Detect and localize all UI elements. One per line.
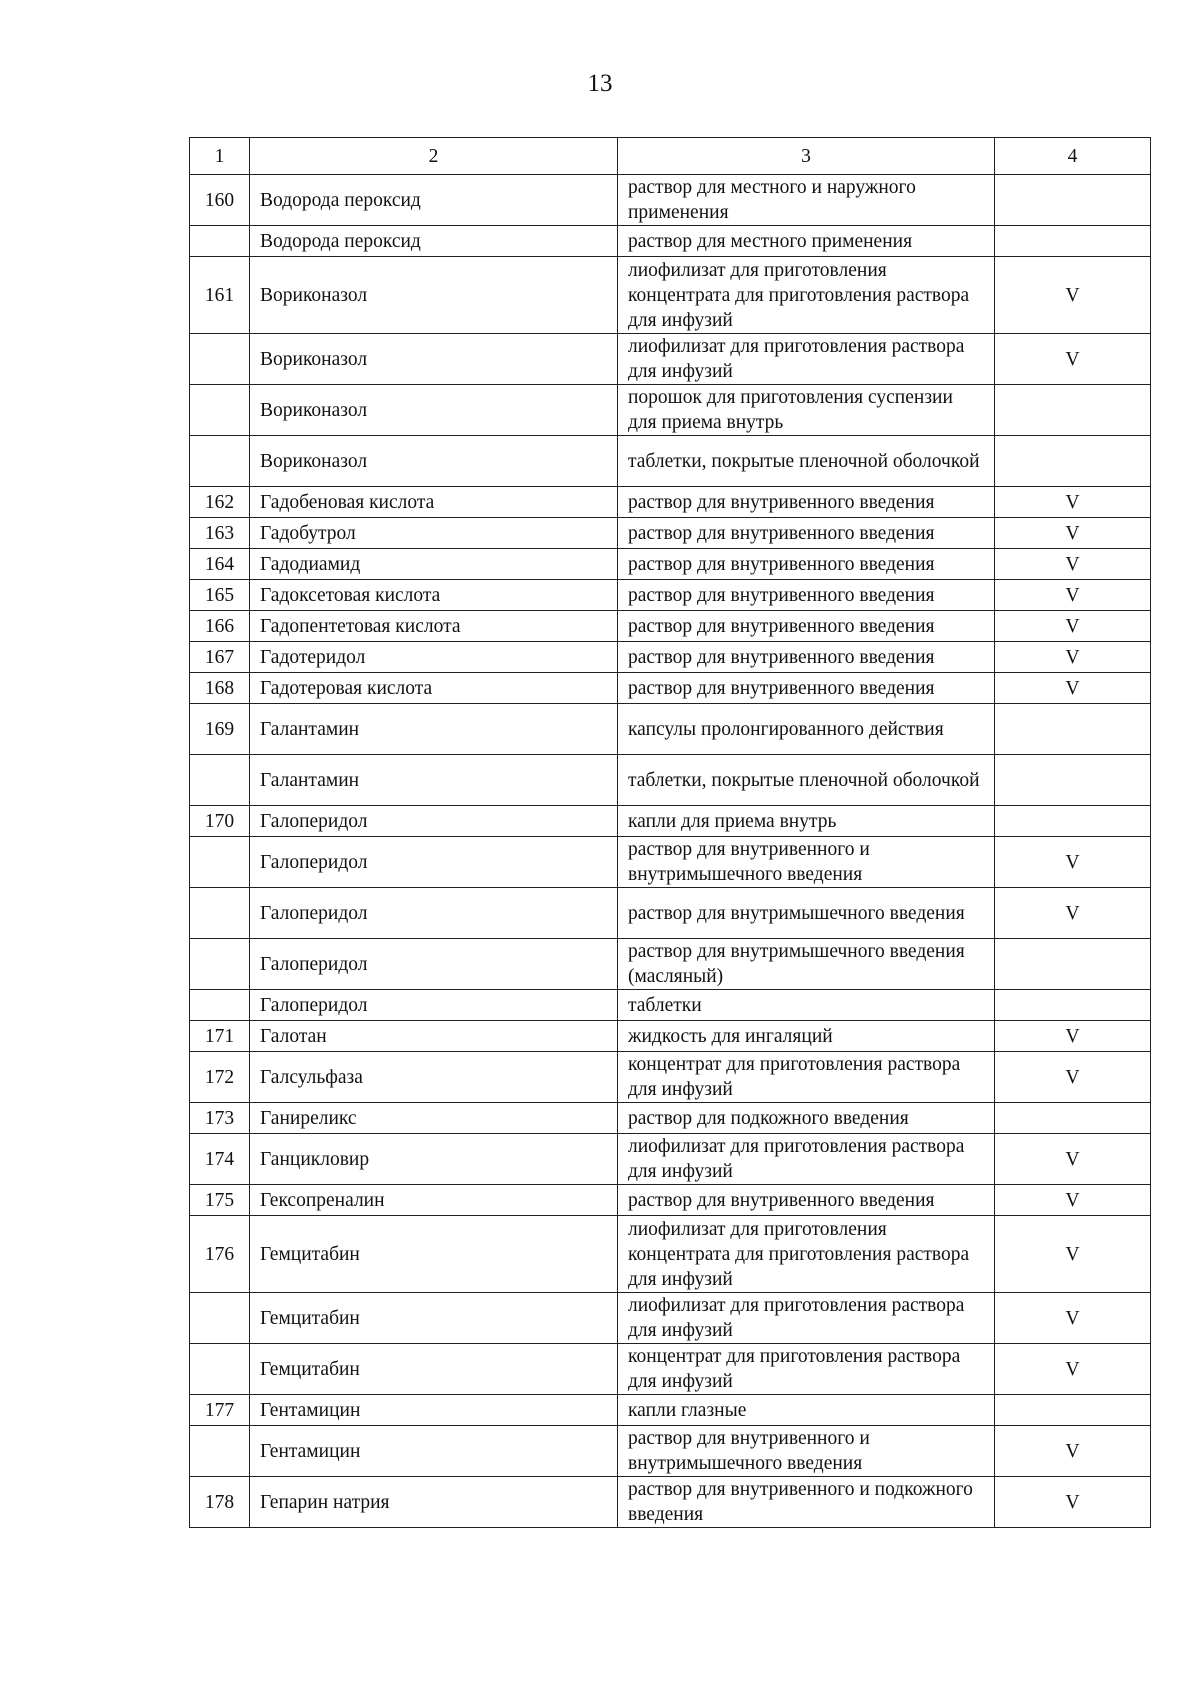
mark-cell [995, 755, 1151, 806]
table-row [190, 1021, 1151, 1052]
table-row [190, 1134, 1151, 1185]
mark-cell [995, 385, 1151, 436]
drug-name-cell: Галоперидол [250, 939, 618, 990]
row-number-cell: 170 [190, 806, 250, 837]
table-row [190, 257, 1151, 334]
dosage-form-cell: концентрат для приготовления раствора для инфузий [618, 1052, 995, 1103]
table-row [190, 518, 1151, 549]
row-number-cell [190, 385, 250, 436]
table-row [190, 704, 1151, 755]
dosage-form-cell: таблетки [618, 990, 995, 1021]
dosage-form-cell: раствор для внутривенного введения [618, 487, 995, 518]
row-number-cell [190, 226, 250, 257]
row-number-cell: 161 [190, 257, 250, 334]
table-row [190, 990, 1151, 1021]
dosage-form-cell: раствор для местного применения [618, 226, 995, 257]
page-number: 13 [587, 70, 613, 97]
mark-cell: V [995, 257, 1151, 334]
mark-cell: V [995, 837, 1151, 888]
mark-cell [995, 1395, 1151, 1426]
mark-cell: V [995, 673, 1151, 704]
row-number-cell [190, 755, 250, 806]
row-number-cell [190, 1293, 250, 1344]
drug-name-cell: Гемцитабин [250, 1344, 618, 1395]
dosage-form-cell: раствор для внутримышечного введения (масляный) [618, 939, 995, 990]
drug-name-cell: Водорода пероксид [250, 175, 618, 226]
table-row [190, 549, 1151, 580]
mark-cell [995, 436, 1151, 487]
mark-cell [995, 990, 1151, 1021]
row-number-cell: 162 [190, 487, 250, 518]
drug-name-cell: Галотан [250, 1021, 618, 1052]
drug-name-cell: Гемцитабин [250, 1293, 618, 1344]
drug-name-cell: Гемцитабин [250, 1216, 618, 1293]
drug-name-cell: Галоперидол [250, 888, 618, 939]
table-row [190, 1216, 1151, 1293]
drug-name-cell: Галоперидол [250, 837, 618, 888]
drug-name-cell: Гентамицин [250, 1395, 618, 1426]
dosage-form-cell: жидкость для ингаляций [618, 1021, 995, 1052]
table-row [190, 611, 1151, 642]
mark-cell: V [995, 1052, 1151, 1103]
table-row [190, 642, 1151, 673]
row-number-cell: 171 [190, 1021, 250, 1052]
header-col-4: 4 [995, 138, 1151, 175]
mark-cell: V [995, 549, 1151, 580]
drug-name-cell: Галоперидол [250, 806, 618, 837]
row-number-cell [190, 436, 250, 487]
table-row [190, 436, 1151, 487]
drug-name-cell: Водорода пероксид [250, 226, 618, 257]
drug-name-cell: Вориконазол [250, 436, 618, 487]
row-number-cell: 173 [190, 1103, 250, 1134]
dosage-form-cell: таблетки, покрытые пленочной оболочкой [618, 755, 995, 806]
mark-cell: V [995, 888, 1151, 939]
dosage-form-cell: раствор для внутривенного и внутримышечного введения [618, 1426, 995, 1477]
header-col-1: 1 [190, 138, 250, 175]
table-body [190, 175, 1151, 1528]
drug-name-cell: Гепарин натрия [250, 1477, 618, 1528]
drug-table [189, 137, 1151, 1528]
dosage-form-cell: лиофилизат для приготовления раствора для инфузий [618, 1293, 995, 1344]
row-number-cell: 167 [190, 642, 250, 673]
table-row [190, 385, 1151, 436]
drug-name-cell: Гадопентетовая кислота [250, 611, 618, 642]
row-number-cell: 177 [190, 1395, 250, 1426]
dosage-form-cell: раствор для внутривенного введения [618, 518, 995, 549]
dosage-form-cell: лиофилизат для приготовления концентрата для приготовления раствора для инфузий [618, 257, 995, 334]
drug-name-cell: Гадотеридол [250, 642, 618, 673]
dosage-form-cell: лиофилизат для приготовления раствора для инфузий [618, 1134, 995, 1185]
row-number-cell [190, 1426, 250, 1477]
drug-name-cell: Гексопреналин [250, 1185, 618, 1216]
dosage-form-cell: раствор для внутривенного введения [618, 642, 995, 673]
table-row [190, 837, 1151, 888]
table-row [190, 334, 1151, 385]
row-number-cell: 160 [190, 175, 250, 226]
mark-cell: V [995, 611, 1151, 642]
table-row [190, 1052, 1151, 1103]
row-number-cell: 166 [190, 611, 250, 642]
row-number-cell: 168 [190, 673, 250, 704]
drug-name-cell: Галсульфаза [250, 1052, 618, 1103]
drug-name-cell: Гадодиамид [250, 549, 618, 580]
table-row [190, 580, 1151, 611]
dosage-form-cell: таблетки, покрытые пленочной оболочкой [618, 436, 995, 487]
table-row [190, 1477, 1151, 1528]
dosage-form-cell: капсулы пролонгированного действия [618, 704, 995, 755]
dosage-form-cell: концентрат для приготовления раствора для инфузий [618, 1344, 995, 1395]
drug-name-cell: Вориконазол [250, 257, 618, 334]
dosage-form-cell: раствор для внутривенного введения [618, 580, 995, 611]
drug-name-cell: Гадобутрол [250, 518, 618, 549]
drug-name-cell: Гадобеновая кислота [250, 487, 618, 518]
table-row [190, 226, 1151, 257]
dosage-form-cell: раствор для внутривенного введения [618, 549, 995, 580]
table-row [190, 1103, 1151, 1134]
drug-name-cell: Галантамин [250, 755, 618, 806]
mark-cell [995, 1103, 1151, 1134]
row-number-cell [190, 1344, 250, 1395]
table-row [190, 888, 1151, 939]
row-number-cell [190, 939, 250, 990]
table-row [190, 806, 1151, 837]
dosage-form-cell: лиофилизат для приготовления раствора для инфузий [618, 334, 995, 385]
header-row [190, 138, 1151, 175]
mark-cell: V [995, 1216, 1151, 1293]
dosage-form-cell: раствор для внутривенного введения [618, 673, 995, 704]
row-number-cell: 174 [190, 1134, 250, 1185]
mark-cell [995, 704, 1151, 755]
dosage-form-cell: раствор для местного и наружного применения [618, 175, 995, 226]
row-number-cell: 172 [190, 1052, 250, 1103]
table-row [190, 1395, 1151, 1426]
dosage-form-cell: раствор для внутривенного и подкожного введения [618, 1477, 995, 1528]
mark-cell: V [995, 1477, 1151, 1528]
table-row [190, 673, 1151, 704]
mark-cell: V [995, 1293, 1151, 1344]
dosage-form-cell: раствор для внутримышечного введения [618, 888, 995, 939]
drug-name-cell: Ганиреликс [250, 1103, 618, 1134]
mark-cell: V [995, 580, 1151, 611]
mark-cell: V [995, 487, 1151, 518]
mark-cell: V [995, 1344, 1151, 1395]
dosage-form-cell: порошок для приготовления суспензии для приема внутрь [618, 385, 995, 436]
table-row [190, 1426, 1151, 1477]
drug-name-cell: Галоперидол [250, 990, 618, 1021]
dosage-form-cell: раствор для подкожного введения [618, 1103, 995, 1134]
row-number-cell: 175 [190, 1185, 250, 1216]
drug-name-cell: Гадотеровая кислота [250, 673, 618, 704]
mark-cell [995, 939, 1151, 990]
table-row [190, 1344, 1151, 1395]
row-number-cell: 165 [190, 580, 250, 611]
drug-name-cell: Галантамин [250, 704, 618, 755]
row-number-cell [190, 990, 250, 1021]
row-number-cell: 178 [190, 1477, 250, 1528]
mark-cell: V [995, 1426, 1151, 1477]
table-row [190, 175, 1151, 226]
drug-name-cell: Ганцикловир [250, 1134, 618, 1185]
header-col-3: 3 [618, 138, 995, 175]
mark-cell: V [995, 334, 1151, 385]
table-row [190, 1293, 1151, 1344]
dosage-form-cell: раствор для внутривенного введения [618, 611, 995, 642]
table-row [190, 755, 1151, 806]
dosage-form-cell: капли для приема внутрь [618, 806, 995, 837]
mark-cell: V [995, 1134, 1151, 1185]
mark-cell: V [995, 1185, 1151, 1216]
dosage-form-cell: лиофилизат для приготовления концентрата для приготовления раствора для инфузий [618, 1216, 995, 1293]
dosage-form-cell: капли глазные [618, 1395, 995, 1426]
drug-name-cell: Гентамицин [250, 1426, 618, 1477]
drug-name-cell: Гадоксетовая кислота [250, 580, 618, 611]
row-number-cell [190, 888, 250, 939]
mark-cell [995, 806, 1151, 837]
dosage-form-cell: раствор для внутривенного и внутримышечного введения [618, 837, 995, 888]
row-number-cell [190, 837, 250, 888]
row-number-cell: 169 [190, 704, 250, 755]
table-row [190, 1185, 1151, 1216]
table-row [190, 939, 1151, 990]
row-number-cell: 163 [190, 518, 250, 549]
row-number-cell [190, 334, 250, 385]
mark-cell: V [995, 642, 1151, 673]
table-row [190, 487, 1151, 518]
mark-cell [995, 175, 1151, 226]
header-col-2: 2 [250, 138, 618, 175]
row-number-cell: 164 [190, 549, 250, 580]
mark-cell: V [995, 518, 1151, 549]
dosage-form-cell: раствор для внутривенного введения [618, 1185, 995, 1216]
mark-cell: V [995, 1021, 1151, 1052]
mark-cell [995, 226, 1151, 257]
drug-name-cell: Вориконазол [250, 385, 618, 436]
row-number-cell: 176 [190, 1216, 250, 1293]
drug-name-cell: Вориконазол [250, 334, 618, 385]
